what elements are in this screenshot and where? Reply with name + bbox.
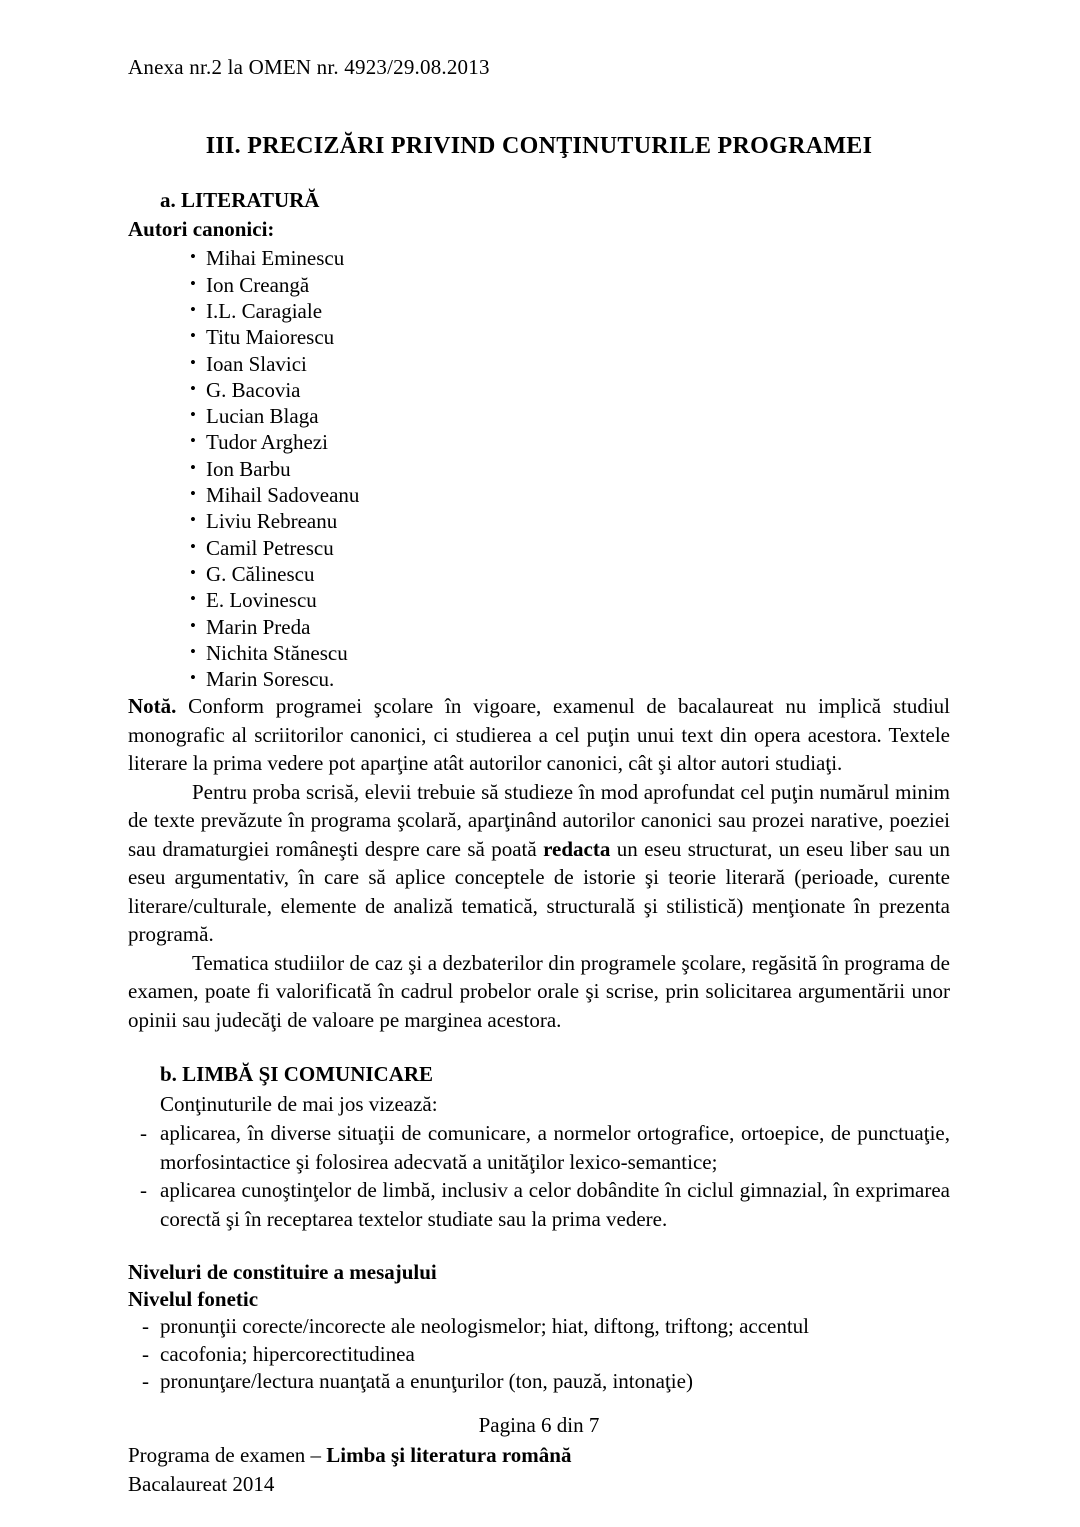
list-item: • Ioan Slavici (128, 351, 950, 377)
document-footer (128, 1412, 950, 1498)
list-item: • Marin Sorescu. (128, 666, 950, 692)
note-paragraph (128, 692, 950, 778)
list-item: • Mihai Eminescu (128, 245, 950, 271)
canonical-authors-list (128, 245, 950, 692)
list-item: - pronunţare/lectura nuanţată a enunţurilor (ton, pauză, intonaţie) (128, 1368, 950, 1396)
authors-label: Autori canonici: (128, 217, 275, 242)
list-item: • Nichita Stănescu (128, 640, 950, 666)
written-exam-emphasis: redacta (543, 836, 611, 861)
footer-exam-year: Bacalaureat 2014 (128, 1471, 275, 1496)
section-title: III. PRECIZĂRI PRIVIND CONŢINUTURILE PROGRAMEI (205, 133, 873, 159)
spacer (128, 1034, 950, 1060)
list-item: • Camil Petrescu (128, 535, 950, 561)
document-header: Anexa nr.2 la OMEN nr. 4923/29.08.2013 (128, 55, 490, 79)
document-body (128, 132, 950, 1396)
list-item: - aplicarea, în diverse situaţii de comunicare, a normelor ortografice, ortoepice, de punctuaţie, morfosintactice şi folosirea adecvată a unităţilor lexico-semantice; (128, 1119, 950, 1176)
list-item: • Ion Barbu (128, 456, 950, 482)
list-item: • Tudor Arghezi (128, 429, 950, 455)
written-exam-text-a: Pentru proba scrisă, elevii trebuie să studieze în mod aprofundat cel puţin numărul minim de texte prevăzute în programa şcolară, aparţinând autorilor canonici sau prozei narative, poeziei sau dramaturgiei româneşti despre care să poată (128, 779, 950, 861)
list-item: - aplicarea cunoştinţelor de limbă, inclusiv a celor dobândite în ciclul gimnazial, în exprimarea corectă şi în receptarea textelor studiate sau la prima vedere. (128, 1176, 950, 1233)
list-item: - cacofonia; hipercorectitudinea (128, 1341, 950, 1369)
case-studies-paragraph: Tematica studiilor de caz şi a dezbaterilor din programele şcolare, regăsită în programa de examen, poate fi valorificată în cadrul probelor orale şi scrise, prin solicitarea argumentării unor opinii sau judecăţi de valoare pe marginea acestora. (128, 950, 950, 1032)
list-item: • I.L. Caragiale (128, 298, 950, 324)
list-item: • Liviu Rebreanu (128, 508, 950, 534)
list-item: • G. Bacovia (128, 377, 950, 403)
note-text: Conform programei şcolare în vigoare, examenul de bacalaureat nu implică studiul monografic al scriitorilor canonici, ci studierea a cel puţin unui text din opera acestora. Textele literare la prima vedere pot aparţine atât autorilor canonici, cât şi altor autori studiaţi. (128, 694, 950, 776)
phonetic-level-list (128, 1313, 950, 1396)
language-contents-list (128, 1119, 950, 1233)
list-item: • Titu Maiorescu (128, 324, 950, 350)
written-exam-text-b: un eseu structurat, un eseu liber sau un eseu argumentativ, în care să aplice conceptele de istorie şi teorie literară (perioade, curente literare/culturale, elemente de analiză tematică, structurală şi stilistică) menţionate în prezenta programă. (128, 836, 950, 947)
list-item: • Mihail Sadoveanu (128, 482, 950, 508)
note-label: Notă. (128, 694, 177, 719)
subsection-b-heading: b. LIMBĂ ŞI COMUNICARE (160, 1062, 434, 1087)
spacer (128, 1233, 950, 1259)
language-intro: Conţinuturile de mai jos vizează: (160, 1091, 438, 1116)
levels-subheading: Nivelul fonetic (128, 1287, 259, 1312)
page-number: Pagina 6 din 7 (478, 1413, 600, 1437)
subsection-a-heading: a. LITERATURĂ (160, 187, 320, 212)
written-exam-paragraph (128, 778, 950, 949)
footer-program-prefix: Programa de examen – (128, 1443, 327, 1468)
levels-heading: Niveluri de constituire a mesajului (128, 1260, 437, 1285)
footer-program-line (128, 1441, 950, 1469)
list-item: - pronunţii corecte/incorecte ale neologismelor; hiat, diftong, triftong; accentul (128, 1313, 950, 1341)
list-item: • Ion Creangă (128, 272, 950, 298)
list-item: • Marin Preda (128, 614, 950, 640)
footer-program-subject: Limba şi literatura română (326, 1443, 572, 1468)
list-item: • G. Călinescu (128, 561, 950, 587)
list-item: • Lucian Blaga (128, 403, 950, 429)
list-item: • E. Lovinescu (128, 587, 950, 613)
